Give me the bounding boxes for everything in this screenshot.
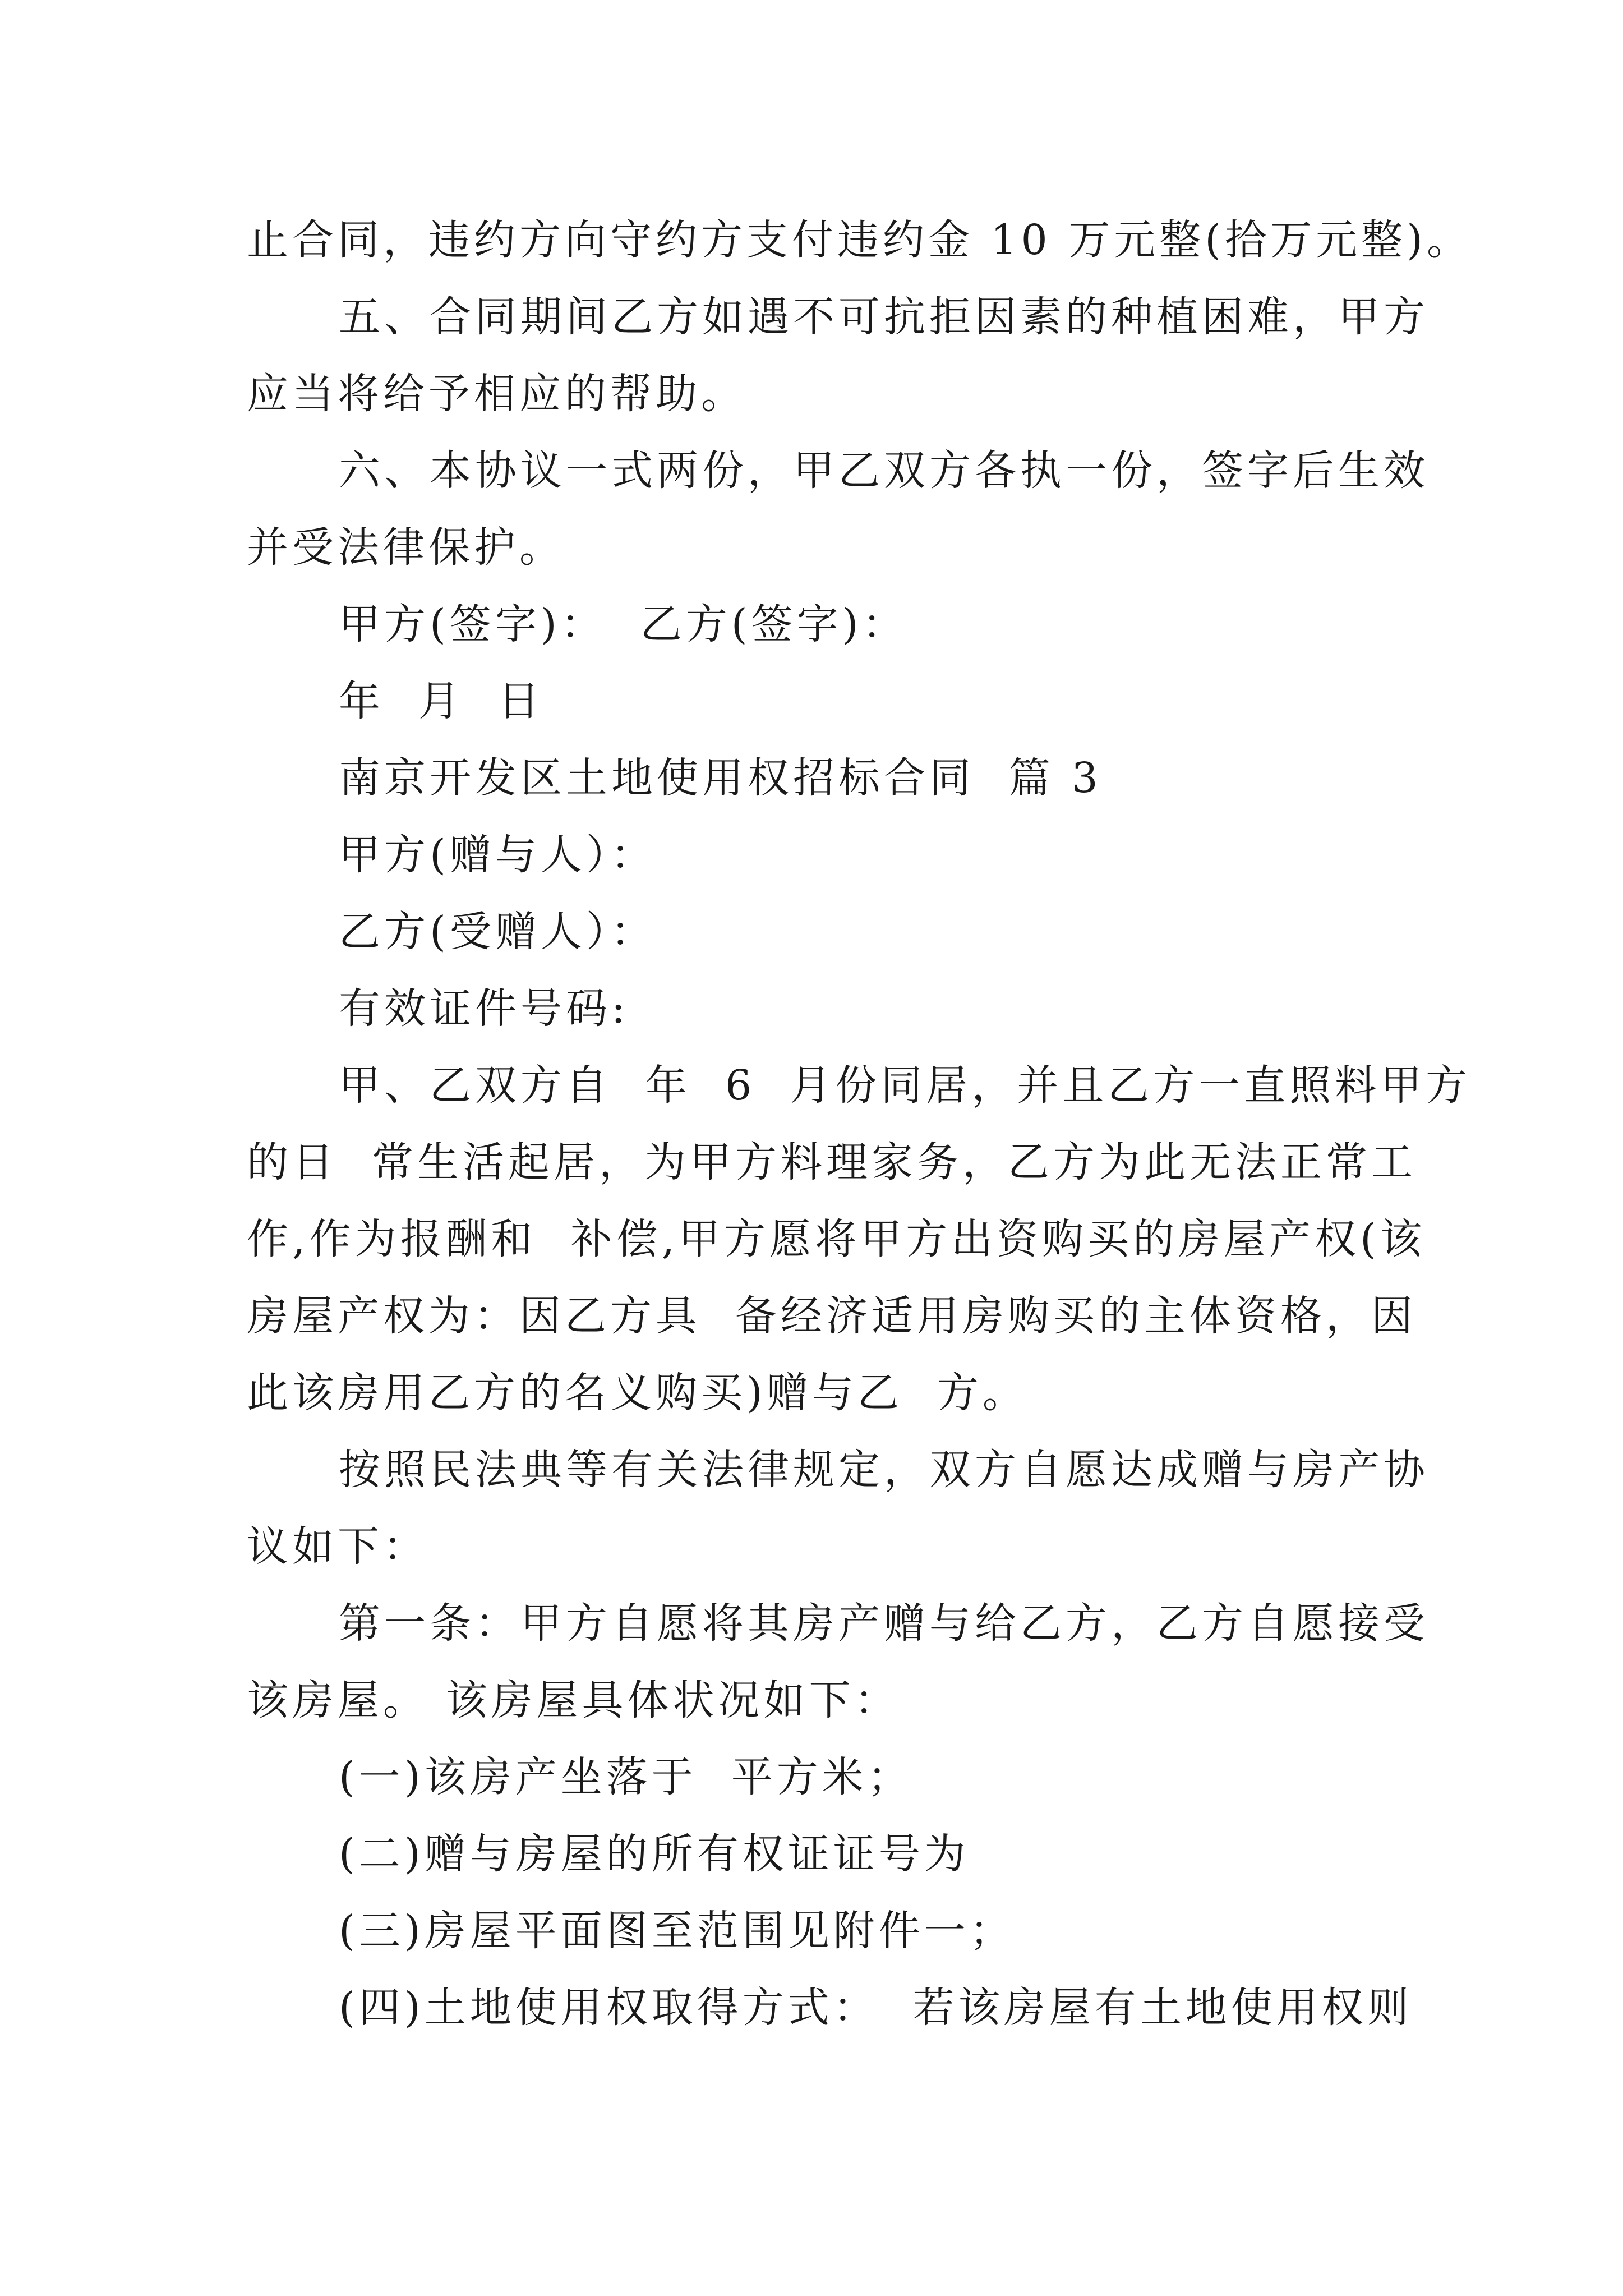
- text-line: 房屋产权为：因乙方具 备经济适用房购买的主体资格，因: [247, 1292, 1417, 1340]
- document-body: [247, 202, 1472, 2046]
- text-line: 六、本协议一式两份，甲乙双方各执一份，签字后生效: [339, 447, 1429, 495]
- text-line: 按照民法典等有关法律规定，双方自愿达成赠与房产协: [339, 1446, 1429, 1494]
- article-line: 第一条：甲方自愿将其房产赠与给乙方，乙方自愿接受: [339, 1599, 1429, 1648]
- list-item: (三)房屋平面图至范围见附件一；: [339, 1907, 1015, 1955]
- text-line: 并受法律保护。: [247, 523, 565, 572]
- text-line: 五、合同期间乙方如遇不可抗拒因素的种植困难，甲方: [339, 293, 1429, 341]
- text-line: 议如下：: [247, 1522, 428, 1571]
- text-line: 应当将给予相应的帮助。: [247, 370, 746, 418]
- text-line: 止合同，违约方向守约方支付违约金 10 万元整(拾万元整)。: [247, 216, 1472, 264]
- date-line: 年 月 日: [339, 677, 544, 725]
- signature-line: 甲方(签字)： 乙方(签字)：: [339, 600, 908, 648]
- party-b-line: 乙方(受赠人）：: [339, 908, 656, 956]
- text-line: 作,作为报酬和 补偿,甲方愿将甲方出资购买的房屋产权(该: [247, 1215, 1426, 1263]
- list-item: (四)土地使用权取得方式： 若该房屋有土地使用权则: [339, 1984, 1413, 2032]
- section-title: 南京开发区土地使用权招标合同 篇 3: [339, 754, 1102, 802]
- text-line: 甲、乙双方自 年 6 月份同居，并且乙方一直照料甲方: [339, 1061, 1472, 1110]
- list-item: (一)该房产坐落于 平方米；: [339, 1753, 913, 1801]
- text-line: 此该房用乙方的名义购买)赠与乙 方。: [247, 1369, 1028, 1417]
- id-number-line: 有效证件号码:: [339, 984, 629, 1033]
- party-a-line: 甲方(赠与人）：: [339, 831, 656, 879]
- list-item: (二)赠与房屋的所有权证证号为: [339, 1830, 970, 1878]
- text-line: 该房屋。 该房屋具体状况如下：: [247, 1676, 900, 1724]
- text-line: 的日 常生活起居，为甲方料理家务，乙方为此无法正常工: [247, 1138, 1417, 1186]
